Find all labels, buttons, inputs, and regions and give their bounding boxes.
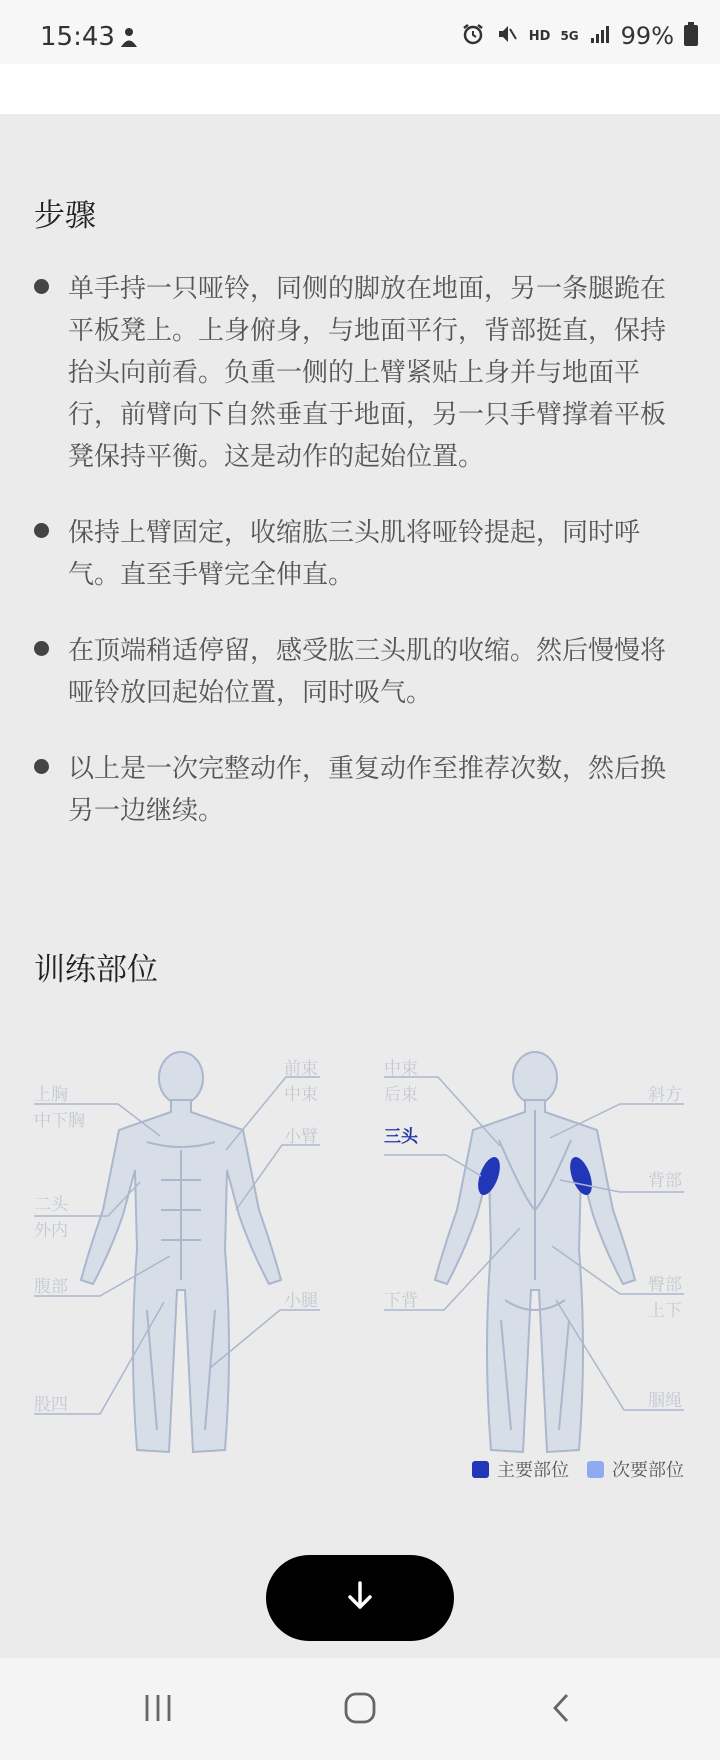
download-button[interactable] [266, 1555, 454, 1641]
label-delts-mid-back: 中束 [384, 1059, 418, 1079]
person-icon [118, 26, 140, 52]
status-bar [0, 0, 720, 64]
home-button[interactable] [330, 1688, 390, 1732]
label-traps: 斜方 [648, 1085, 682, 1105]
battery-percent: 99% [620, 22, 674, 50]
alarm-icon [461, 22, 485, 50]
bullet [34, 641, 49, 656]
primary-swatch [472, 1461, 489, 1478]
navigation-bar [0, 1658, 720, 1760]
step-item [34, 630, 684, 714]
mute-icon [495, 22, 519, 50]
label-biceps: 二头 [34, 1195, 68, 1215]
label-glutes: 臀部 [648, 1275, 682, 1295]
recent-apps-icon [141, 1691, 175, 1729]
arrow-down-icon [343, 1579, 377, 1617]
bullet [34, 759, 49, 774]
front-body-figure [81, 1052, 281, 1452]
secondary-swatch [587, 1461, 604, 1478]
signal-icon [589, 23, 611, 49]
battery-icon [684, 22, 698, 50]
status-time: 15:43 [40, 22, 115, 52]
muscle-diagram [0, 1040, 720, 1490]
legend-primary: 主要部位 [497, 1460, 569, 1481]
header-band [0, 64, 720, 114]
label-calves: 小腿 [284, 1291, 318, 1311]
label-forearm: 小臂 [284, 1127, 318, 1147]
bullet [34, 523, 49, 538]
label-triceps: 三头 [384, 1127, 418, 1147]
step-item [34, 268, 684, 478]
step-item [34, 512, 684, 596]
label-hamstrings: 腘绳 [648, 1391, 682, 1411]
legend-secondary: 次要部位 [612, 1460, 684, 1481]
label-delts-front: 前束 [284, 1059, 318, 1079]
label-chest-lower: 中下胸 [34, 1111, 85, 1131]
label-lats: 背部 [648, 1171, 682, 1191]
step-item [34, 748, 684, 832]
label-delts-mid-front: 中束 [284, 1085, 318, 1105]
network-indicator: 5G [560, 29, 579, 43]
status-icons [461, 22, 698, 50]
label-lower-back: 下背 [384, 1291, 418, 1311]
recent-apps-button[interactable] [128, 1688, 188, 1732]
back-icon [545, 1691, 579, 1729]
step-text: 在顶端稍适停留，感受肱三头肌的收缩。然后慢慢将哑铃放回起始位置，同时吸气。 [68, 636, 667, 708]
muscles-title: 训练部位 [34, 952, 158, 988]
label-chest-upper: 上胸 [34, 1085, 68, 1105]
label-quads: 股四 [34, 1395, 68, 1415]
label-forearm-inner: 外内 [34, 1221, 68, 1241]
back-button[interactable] [532, 1688, 592, 1732]
steps-list [34, 268, 684, 866]
hd-indicator: HD [528, 28, 551, 44]
label-delts-rear: 后束 [384, 1085, 418, 1105]
home-icon [343, 1691, 377, 1729]
label-abs: 腹部 [34, 1277, 68, 1297]
muscle-legend [472, 1456, 684, 1482]
label-glutes-sub: 上下 [648, 1301, 682, 1321]
step-text: 以上是一次完整动作，重复动作至推荐次数，然后换另一边继续。 [68, 754, 667, 826]
steps-title: 步骤 [34, 198, 96, 234]
bullet [34, 279, 49, 294]
step-text: 单手持一只哑铃，同侧的脚放在地面，另一条腿跪在平板凳上。上身俯身，与地面平行，背部挺直，保持抬头向前看。负重一侧的上臂紧贴上身并与地面平行，前臂向下自然垂直于地面，另一只手臂撑着平板凳保持平衡。这是动作的起始位置。 [68, 274, 667, 472]
step-text: 保持上臂固定，收缩肱三头肌将哑铃提起，同时呼气。直至手臂完全伸直。 [68, 518, 641, 590]
